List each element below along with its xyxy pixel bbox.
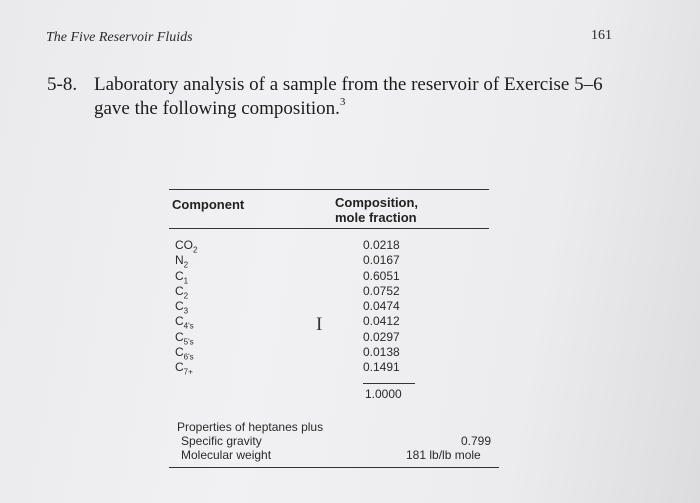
component-base: C	[175, 268, 184, 283]
component-base: C	[175, 283, 184, 298]
component-subscript: 2	[183, 291, 189, 301]
component-name	[175, 269, 197, 284]
mole-fraction-value: 0.0412	[363, 314, 400, 329]
composition-total: 1.0000	[365, 387, 402, 401]
table-header-rule	[169, 228, 489, 229]
component-list	[175, 238, 197, 376]
column-header-composition-line1: Composition,	[335, 195, 419, 210]
component-name	[175, 238, 197, 253]
molecular-weight-value: 181 lb/lb mole	[406, 448, 481, 462]
specific-gravity-label: Specific gravity	[181, 434, 262, 448]
component-subscript: 7+	[183, 367, 193, 377]
component-base: C	[175, 299, 184, 314]
component-name	[175, 360, 197, 375]
properties-heading: Properties of heptanes plus	[177, 420, 324, 434]
component-subscript: 3	[183, 306, 189, 316]
composition-value-list	[363, 238, 400, 376]
component-subscript: 2	[193, 245, 198, 255]
mole-fraction-value: 0.0297	[363, 329, 400, 344]
component-name	[175, 253, 197, 268]
component-base: CO	[175, 238, 193, 252]
mole-fraction-value: 0.0218	[363, 238, 400, 252]
component-base: N	[175, 253, 184, 268]
component-base: C	[175, 329, 184, 344]
heptanes-properties	[177, 420, 323, 462]
running-header-title: The Five Reservoir Fluids	[46, 30, 193, 45]
component-name	[175, 345, 197, 360]
page-number: 161	[591, 28, 612, 43]
sum-rule	[363, 383, 415, 384]
problem-text-line2	[94, 96, 345, 120]
component-subscript: 4's	[183, 321, 194, 331]
mole-fraction-value: 0.0752	[363, 283, 400, 298]
problem-text-line2-body: gave the following composition.	[94, 98, 340, 119]
problem-number: 5-8.	[47, 74, 78, 95]
component-subscript: 2	[183, 260, 189, 270]
column-header-composition-line2: mole fraction	[335, 210, 417, 225]
component-base: C	[175, 314, 184, 329]
table-bottom-rule	[169, 467, 499, 468]
specific-gravity-value: 0.799	[461, 434, 492, 448]
component-base: C	[175, 345, 184, 360]
mole-fraction-value: 0.1491	[363, 360, 400, 375]
component-base: C	[175, 360, 184, 375]
molecular-weight-label: Molecular weight	[181, 448, 272, 462]
component-name	[175, 314, 197, 329]
problem-text-line1: Laboratory analysis of a sample from the reservoir of Exercise 5–6	[94, 74, 603, 95]
component-subscript: 1	[183, 275, 189, 285]
component-name	[175, 330, 197, 345]
column-header-composition	[335, 195, 418, 225]
component-name	[175, 299, 197, 314]
table-top-rule	[169, 189, 489, 190]
column-header-component: Component	[172, 197, 245, 212]
footnote-reference: 3	[339, 96, 346, 108]
mole-fraction-value: 0.0474	[363, 299, 400, 314]
mole-fraction-value: 0.0167	[363, 253, 400, 268]
component-name	[175, 284, 197, 299]
component-subscript: 5's	[183, 337, 194, 347]
text-cursor-icon: I	[316, 314, 323, 335]
component-subscript: 6's	[183, 352, 194, 362]
mole-fraction-value: 0.0138	[363, 345, 400, 360]
mole-fraction-value: 0.6051	[363, 268, 400, 283]
